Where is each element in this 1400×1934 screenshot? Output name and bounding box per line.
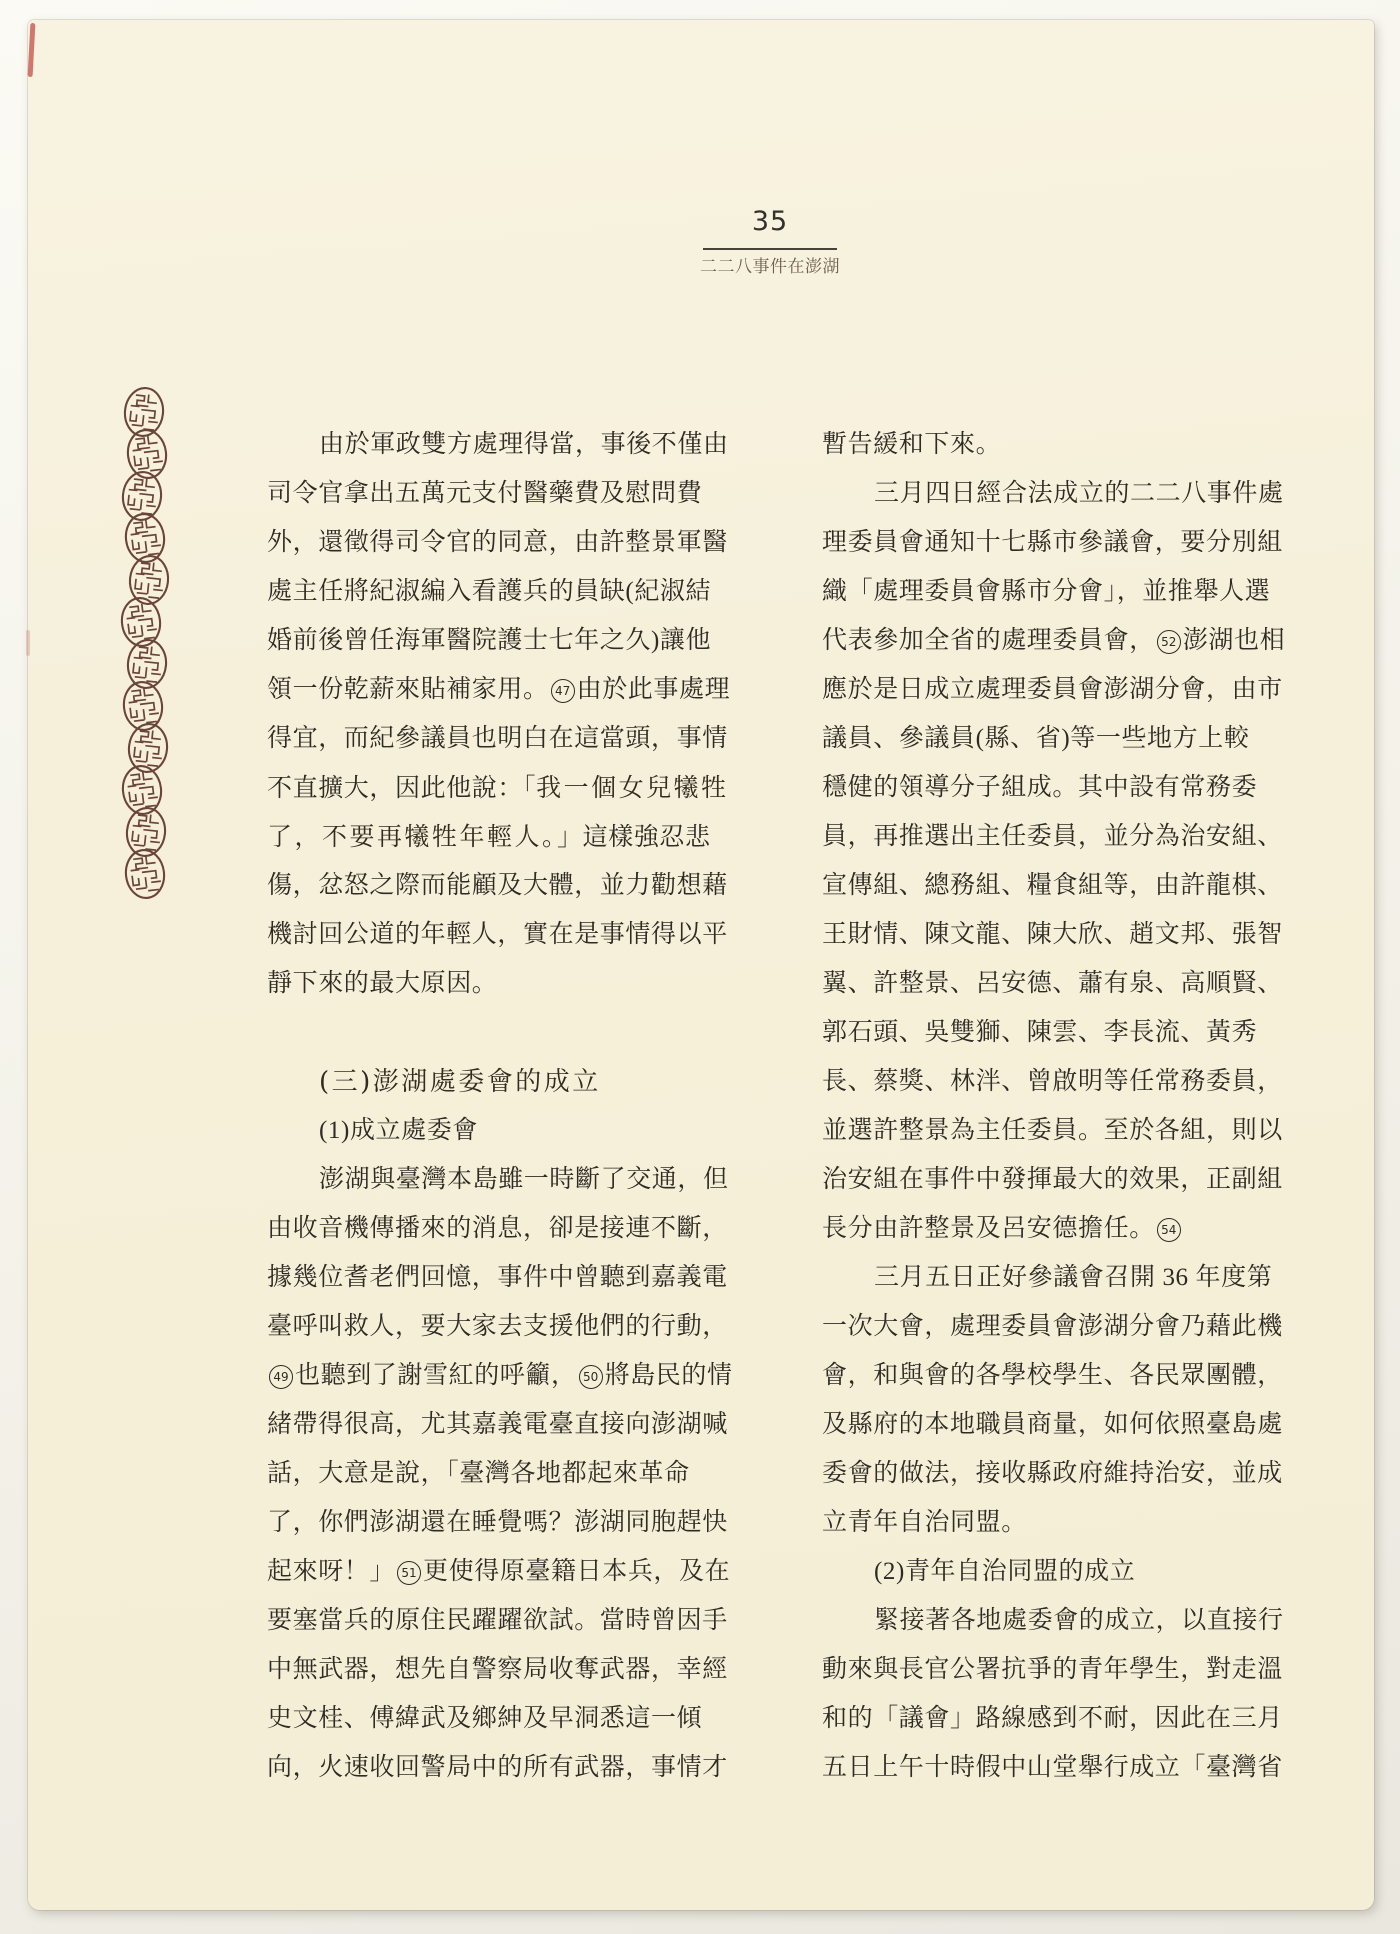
text-line — [267, 959, 737, 1008]
text-run: 了，你們澎湖還在睡覺嗎？澎湖同胞趕快 — [267, 1509, 728, 1536]
text-line — [267, 861, 737, 910]
text-line — [822, 1106, 1292, 1155]
text-line — [822, 714, 1292, 763]
text-run: 要塞當兵的原住民躍躍欲試。當時曾因手 — [267, 1607, 728, 1634]
text-run: 暫告緩和下來。 — [822, 431, 1002, 458]
text-run: 婚前後曾任海軍醫院護士七年之久)讓他 — [267, 627, 712, 654]
text-run: 理委員會通知十七縣市參議會，要分別組 — [822, 529, 1283, 556]
oval-seal-stamp — [119, 596, 163, 648]
text-line — [267, 469, 737, 518]
text-run: 翼、許整景、呂安德、蕭有泉、高順賢、 — [822, 970, 1283, 997]
text-line — [267, 1743, 737, 1792]
text-run: 起來呀！」 — [267, 1558, 396, 1585]
text-run: 由於軍政雙方處理得當，事後不僅由 — [319, 431, 729, 458]
text-run: 由於此事處理 — [576, 676, 731, 703]
text-run: 由收音機傳播來的消息，卻是接連不斷， — [267, 1215, 728, 1242]
text-run: 臺呼叫救人，要大家去支援他們的行動， — [267, 1313, 728, 1340]
text-line — [822, 1449, 1292, 1498]
circled-footnote-number: 52 — [1157, 630, 1181, 654]
text-run: 靜下來的最大原因。 — [267, 970, 498, 997]
text-run: 也聽到了謝雪紅的呼籲， — [295, 1362, 577, 1389]
text-line — [267, 1694, 737, 1743]
red-ink-smudge — [26, 630, 30, 656]
text-run: 司令官拿出五萬元支付醫藥費及慰問費 — [267, 480, 703, 507]
text-line — [267, 1498, 737, 1547]
text-run: 將島民的情 — [604, 1362, 733, 1389]
text-run: 澎湖也相 — [1182, 627, 1286, 654]
text-line — [822, 665, 1292, 714]
text-run: 三月五日正好參議會召開 36 年度第 — [874, 1264, 1273, 1291]
right-text-column — [822, 420, 1292, 1792]
text-run: 長分由許整景及呂安德擔任。 — [822, 1215, 1155, 1242]
text-run: 及縣府的本地職員商量，如何依照臺島處 — [822, 1411, 1283, 1438]
text-line — [267, 1400, 737, 1449]
text-line — [822, 420, 1292, 469]
kai-text-run: (三)澎湖處委會的成立 — [319, 1067, 601, 1097]
text-run: 領一份乾薪來貼補家用。 — [267, 676, 549, 703]
circled-footnote-number: 47 — [551, 679, 575, 703]
text-run: 委會的做法，接收縣政府維持治安，並成 — [822, 1460, 1283, 1487]
blank-line — [267, 1008, 737, 1057]
text-run: 外，還徵得司令官的同意，由許整景軍醫 — [267, 529, 728, 556]
text-run: 並選許整景為主任委員。至於各組，則以 — [822, 1117, 1283, 1144]
text-run: 得宜，而紀參議員也明白在這當頭，事情 — [267, 725, 728, 752]
text-line — [822, 1155, 1292, 1204]
text-line — [267, 1155, 737, 1204]
text-run: 緒帶得很高，尤其嘉義電臺直接向澎湖喊 — [267, 1411, 728, 1438]
text-line — [822, 1008, 1292, 1057]
text-line — [822, 518, 1292, 567]
text-line — [822, 1743, 1292, 1792]
circled-footnote-number: 51 — [397, 1561, 421, 1585]
text-run: 澎湖與臺灣本島雖一時斷了交通，但 — [319, 1166, 729, 1193]
text-line — [822, 469, 1292, 518]
text-line — [822, 959, 1292, 1008]
text-line — [822, 1645, 1292, 1694]
text-run: 更使得原臺籍日本兵，及在 — [423, 1558, 731, 1585]
text-line — [822, 1253, 1292, 1302]
text-run: 史文桂、傅緯武及鄉紳及早洞悉這一傾 — [267, 1705, 703, 1732]
text-line — [267, 420, 737, 469]
text-line — [822, 1498, 1292, 1547]
book-page — [28, 20, 1374, 1910]
kai-text-run: 我一個女兒犧牲 — [536, 773, 729, 802]
text-line — [822, 1302, 1292, 1351]
text-run: 動來與長官公署抗爭的青年學生，對走溫 — [822, 1656, 1283, 1683]
text-run: 處主任將紀淑編入看護兵的員缺(紀淑結 — [267, 578, 712, 605]
text-run: 緊接著各地處委會的成立，以直接行 — [874, 1607, 1284, 1634]
text-line — [267, 1302, 737, 1351]
kai-text-run: 了，不要再犧牲年輕人。 — [267, 822, 558, 851]
text-run: 員，再推選出主任委員，並分為治安組、 — [822, 823, 1283, 850]
text-line — [822, 910, 1292, 959]
text-line — [267, 1351, 737, 1400]
text-line — [822, 763, 1292, 812]
text-line — [267, 1204, 737, 1253]
text-line — [267, 518, 737, 567]
text-line — [822, 1351, 1292, 1400]
text-run: 會，和與會的各學校學生、各民眾團體， — [822, 1362, 1283, 1389]
text-line — [822, 616, 1292, 665]
text-run: 議員、參議員(縣、省)等一些地方上較 — [822, 725, 1250, 752]
text-run: 一次大會，處理委員會澎湖分會乃藉此機 — [822, 1313, 1283, 1340]
text-run: 和的「議會」路線感到不耐，因此在三月 — [822, 1705, 1283, 1732]
text-run: 代表參加全省的處理委員會， — [822, 627, 1155, 654]
text-run: 機討回公道的年輕人，實在是事情得以平 — [267, 921, 728, 948]
text-run: (1)成立處委會 — [319, 1117, 478, 1144]
text-line — [267, 1106, 737, 1155]
text-line — [267, 812, 737, 861]
text-line — [267, 763, 737, 812]
text-line — [267, 910, 737, 959]
text-line — [822, 1694, 1292, 1743]
text-line — [267, 1449, 737, 1498]
text-run: 傷，忿怒之際而能顧及大體，並力勸想藉 — [267, 872, 728, 899]
text-run: 五日上午十時假中山堂舉行成立「臺灣省 — [822, 1754, 1283, 1781]
text-line — [822, 1057, 1292, 1106]
text-line — [822, 812, 1292, 861]
text-line — [267, 714, 737, 763]
circled-footnote-number: 50 — [579, 1365, 603, 1389]
text-line — [822, 1596, 1292, 1645]
text-run: 據幾位耆老們回憶，事件中曾聽到嘉義電 — [267, 1264, 728, 1291]
text-run: 三月四日經合法成立的二二八事件處 — [874, 480, 1284, 507]
text-line — [267, 567, 737, 616]
text-line — [822, 861, 1292, 910]
text-run: 中無武器，想先自警察局收奪武器，幸經 — [267, 1656, 728, 1683]
text-run: 」這樣強忍悲 — [557, 824, 711, 851]
text-run: 不直擴大，因此他說：「 — [267, 775, 537, 802]
text-line — [822, 1204, 1292, 1253]
text-run: 王財情、陳文龍、陳大欣、趙文邦、張智 — [822, 921, 1283, 948]
circled-footnote-number: 54 — [1157, 1218, 1181, 1242]
circled-footnote-number: 49 — [269, 1365, 293, 1389]
text-line — [267, 1253, 737, 1302]
seal-chain-decoration — [85, 385, 205, 930]
text-line — [267, 665, 737, 714]
text-run: 應於是日成立處理委員會澎湖分會，由市 — [822, 676, 1283, 703]
text-line — [822, 1400, 1292, 1449]
red-ink-mark — [28, 23, 36, 77]
text-run: 宣傳組、總務組、糧食組等，由許龍棋、 — [822, 872, 1283, 899]
text-run: (2)青年自治同盟的成立 — [874, 1558, 1136, 1585]
text-run: 郭石頭、吳雙獅、陳雲、李長流、黃秀 — [822, 1019, 1258, 1046]
text-line — [822, 567, 1292, 616]
text-run: 向，火速收回警局中的所有武器，事情才 — [267, 1754, 728, 1781]
page-number: 35 — [751, 206, 789, 237]
text-run: 穩健的領導分子組成。其中設有常務委 — [822, 774, 1258, 801]
text-run: 話，大意是說，「臺灣各地都起來革命 — [267, 1460, 690, 1487]
text-line — [267, 1596, 737, 1645]
text-line — [267, 1547, 737, 1596]
running-title: 二二八事件在澎湖 — [700, 257, 840, 276]
section-heading — [267, 1057, 737, 1106]
text-run: 織「處理委員會縣市分會」，並推舉人選 — [822, 578, 1271, 605]
header-rule — [703, 248, 837, 250]
text-line — [267, 1645, 737, 1694]
text-run: 立青年自治同盟。 — [822, 1509, 1027, 1536]
text-line — [822, 1547, 1292, 1596]
text-run: 治安組在事件中發揮最大的效果，正副組 — [822, 1166, 1283, 1193]
left-text-column — [267, 420, 737, 1792]
text-run: 長、蔡獎、林泮、曾啟明等任常務委員， — [822, 1068, 1283, 1095]
text-line — [267, 616, 737, 665]
